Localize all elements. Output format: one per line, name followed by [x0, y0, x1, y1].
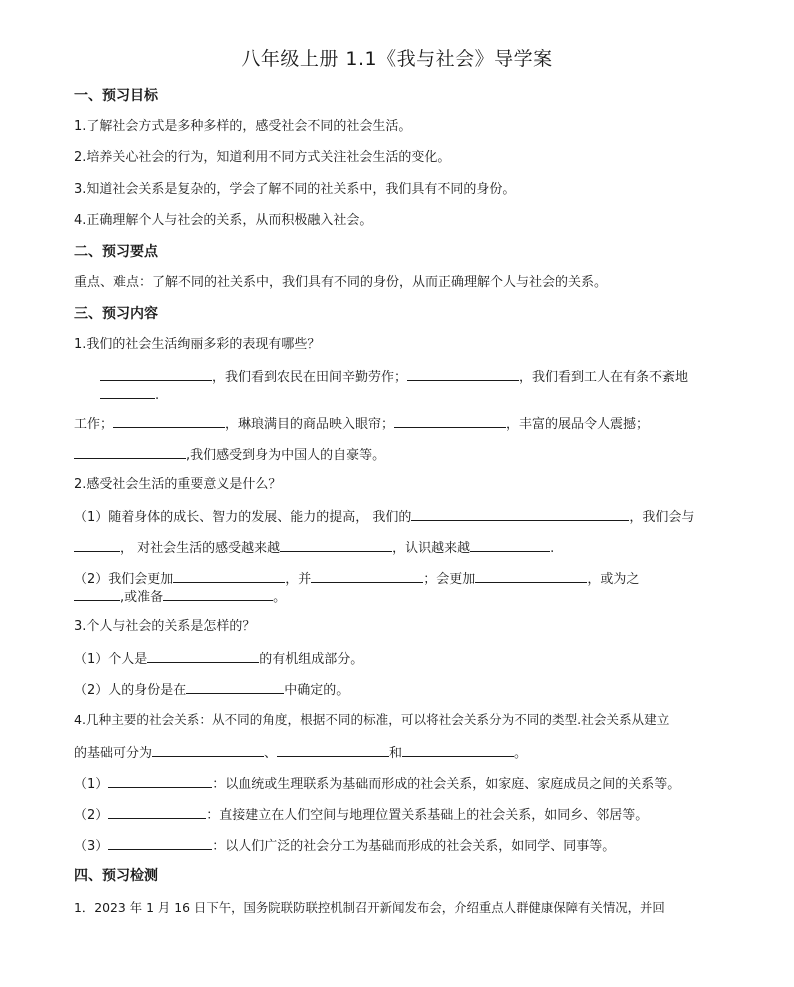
q1-line-1-cont — [100, 384, 159, 406]
q1-text: ,我们感受到身为中国人的自豪等。 — [186, 448, 386, 463]
q1-question: 1.我们的社会生活绚丽多彩的表现有哪些？ — [74, 337, 321, 352]
q2-text: ；会更加 — [423, 572, 476, 587]
q4-text: 和 — [389, 746, 403, 761]
answer-blank[interactable] — [402, 742, 514, 757]
q1-text: ，琳琅满目的商品映入眼帘； — [225, 417, 395, 432]
answer-blank[interactable] — [280, 537, 392, 552]
answer-blank[interactable] — [74, 444, 186, 459]
q1-line-1 — [100, 366, 688, 388]
q2-part-1-cont — [74, 537, 554, 559]
answer-blank[interactable] — [186, 679, 284, 694]
answer-blank[interactable] — [147, 648, 259, 663]
q4-item-2 — [74, 804, 648, 826]
q4-text: ：以人们广泛的社会分工为基础而形成的社会关系，如同学、同事等。 — [212, 839, 616, 854]
answer-blank[interactable] — [108, 773, 212, 788]
q2-text: ，并 — [285, 572, 312, 587]
q3-part-1 — [74, 648, 363, 670]
q4-text: 。 — [514, 746, 528, 761]
q2-text: （1）随着身体的成长、智力的发展、能力的提高， 我们的 — [74, 510, 412, 525]
q2-text: （2）我们会更加 — [74, 572, 174, 587]
q3-part-2 — [74, 679, 349, 701]
q2-text: . — [550, 541, 555, 556]
answer-blank[interactable] — [475, 568, 587, 583]
answer-blank[interactable] — [74, 537, 120, 552]
q2-part-2-cont — [74, 586, 286, 608]
goal-item: 3.知道社会关系是复杂的，学会了解不同的社关系中，我们具有不同的身份。 — [74, 182, 516, 197]
content-heading: 三、预习内容 — [74, 306, 158, 322]
q4-text: ：以血统或生理联系为基础而形成的社会关系，如家庭、家庭成员之间的关系等。 — [212, 777, 681, 792]
q2-text: ，我们会与 — [629, 510, 695, 525]
q4-text: （1） — [74, 777, 109, 792]
answer-blank[interactable] — [100, 366, 212, 381]
q1-text: ，丰富的展品令人震撼； — [506, 417, 650, 432]
answer-blank[interactable] — [411, 506, 629, 521]
answer-blank[interactable] — [113, 413, 225, 428]
test-item-1: 1．2023 年 1 月 16 日下午，国务院联防联控机制召开新闻发布会，介绍重点人群健康保障有关情况，并回 — [74, 900, 665, 915]
page-title: 八年级上册 1.1《我与社会》导学案 — [241, 48, 553, 70]
answer-blank[interactable] — [394, 413, 506, 428]
q1-text: . — [155, 388, 160, 403]
goals-heading: 一、预习目标 — [74, 88, 158, 104]
q4-text: （3） — [74, 839, 109, 854]
points-text: 重点、难点：了解不同的社关系中，我们具有不同的身份，从而正确理解个人与社会的关系。 — [74, 275, 608, 290]
q4-text: （2） — [74, 808, 109, 823]
goal-item: 1.了解社会方式是多种多样的，感受社会不同的社会生活。 — [74, 119, 412, 134]
q2-part-1 — [74, 506, 694, 528]
q2-question: 2.感受社会生活的重要意义是什么？ — [74, 477, 282, 492]
q1-text: ，我们看到工人在有条不紊地 — [519, 370, 689, 385]
q3-text: 的有机组成部分。 — [259, 652, 364, 667]
answer-blank[interactable] — [311, 568, 423, 583]
q2-text: ，认识越来越 — [392, 541, 471, 556]
answer-blank[interactable] — [152, 742, 264, 757]
answer-blank[interactable] — [470, 537, 550, 552]
q2-text: ，或为之 — [587, 572, 640, 587]
q4-item-1 — [74, 773, 680, 795]
q4-text: ：直接建立在人们空间与地理位置关系基础上的社会关系，如同乡、邻居等。 — [206, 808, 649, 823]
q3-text: （1）个人是 — [74, 652, 148, 667]
q4-text: 、 — [264, 746, 278, 761]
q4-line-2 — [74, 742, 527, 764]
q2-text: 。 — [273, 590, 287, 605]
answer-blank[interactable] — [108, 804, 206, 819]
goal-item: 2.培养关心社会的行为，知道利用不同方式关注社会生活的变化。 — [74, 150, 451, 165]
q3-text: （2）人的身份是在 — [74, 683, 187, 698]
q1-text: 工作； — [74, 417, 114, 432]
answer-blank[interactable] — [163, 586, 273, 601]
q3-question: 3.个人与社会的关系是怎样的？ — [74, 619, 256, 634]
test-heading: 四、预习检测 — [74, 868, 158, 884]
answer-blank[interactable] — [74, 586, 120, 601]
goal-item: 4.正确理解个人与社会的关系，从而积极融入社会。 — [74, 213, 373, 228]
q2-text: ， 对社会生活的感受越来越 — [120, 541, 281, 556]
points-heading: 二、预习要点 — [74, 244, 158, 260]
q1-text: ，我们看到农民在田间辛勤劳作； — [212, 370, 408, 385]
q3-text: 中确定的。 — [284, 683, 350, 698]
answer-blank[interactable] — [277, 742, 389, 757]
q1-line-3 — [74, 444, 385, 466]
q1-line-2 — [74, 413, 649, 435]
answer-blank[interactable] — [100, 384, 155, 399]
q4-text: 的基础可分为 — [74, 746, 153, 761]
q4-question: 4.几种主要的社会关系：从不同的角度，根据不同的标准，可以将社会关系分为不同的类型.社会关系从建立 — [74, 712, 670, 727]
q2-text: ,或准备 — [120, 590, 164, 605]
answer-blank[interactable] — [173, 568, 285, 583]
answer-blank[interactable] — [407, 366, 519, 381]
q4-item-3 — [74, 835, 615, 857]
answer-blank[interactable] — [108, 835, 212, 850]
